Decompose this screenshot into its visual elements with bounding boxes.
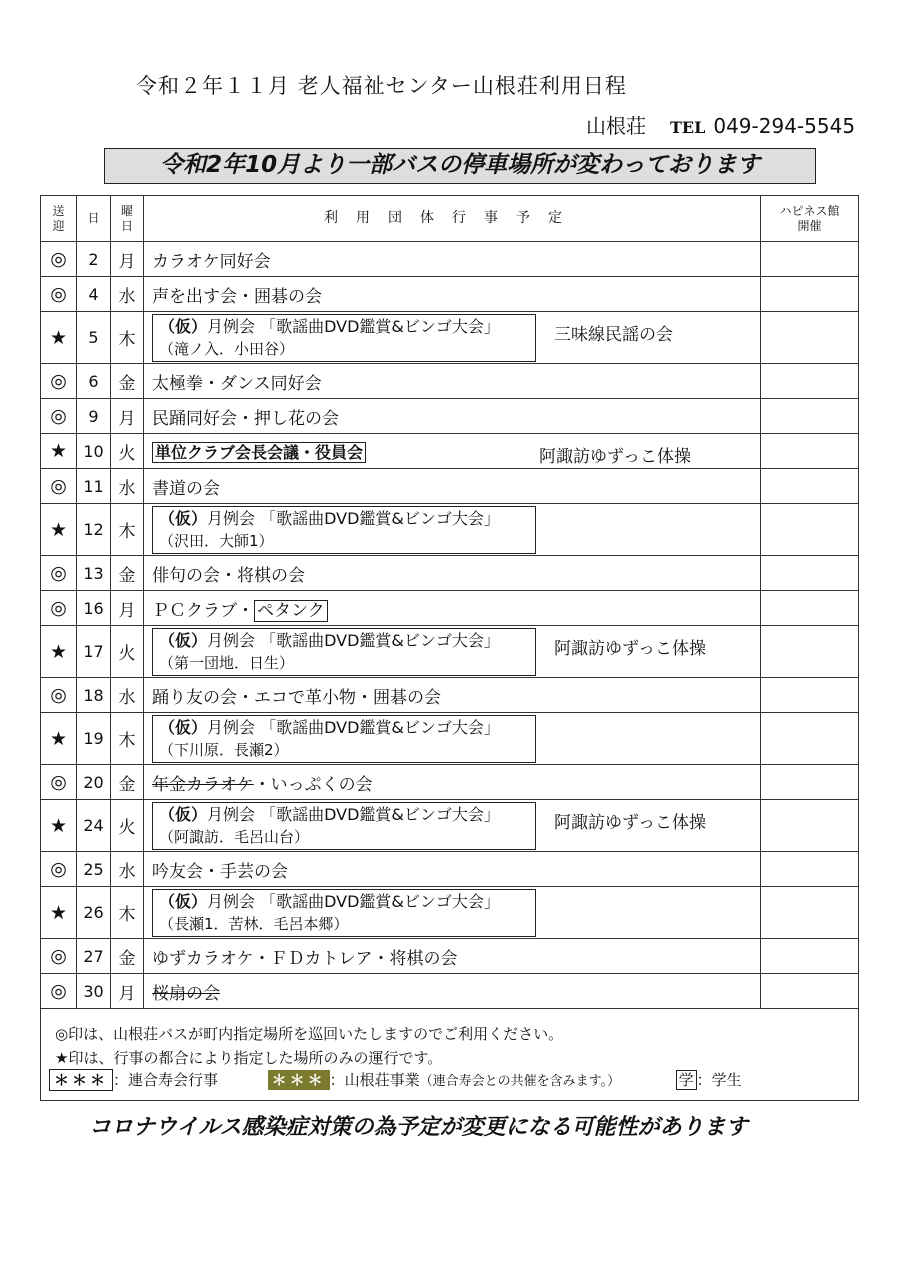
schedule-row bbox=[41, 852, 859, 887]
weekday: 火 bbox=[111, 800, 144, 852]
happiness-cell bbox=[761, 591, 859, 626]
side-event: 阿諏訪ゆずっこ体操 bbox=[554, 813, 706, 833]
day-number: 30 bbox=[77, 974, 111, 1009]
event-cell bbox=[144, 312, 761, 364]
pickup-mark: ★ bbox=[41, 887, 77, 939]
header-weekday: 曜日 bbox=[111, 196, 144, 242]
tentative-label: （仮） bbox=[159, 891, 208, 911]
header-pickup: 送迎 bbox=[41, 196, 77, 242]
happiness-cell bbox=[761, 399, 859, 434]
schedule-row bbox=[41, 504, 859, 556]
tentative-label: （仮） bbox=[159, 717, 208, 737]
weekday: 水 bbox=[111, 469, 144, 504]
page-title: 令和２年１１月 老人福祉センター山根荘利用日程 bbox=[136, 74, 627, 98]
event-cell bbox=[144, 713, 761, 765]
pickup-mark: ◎ bbox=[41, 242, 77, 277]
event-text: ・いっぷくの会 bbox=[253, 774, 373, 795]
legend-yamane-label: ：山根荘事業 bbox=[329, 1070, 420, 1089]
weekday: 金 bbox=[111, 939, 144, 974]
schedule-row bbox=[41, 939, 859, 974]
event-cell bbox=[144, 277, 761, 312]
weekday: 水 bbox=[111, 277, 144, 312]
pickup-mark: ★ bbox=[41, 434, 77, 469]
day-number: 13 bbox=[77, 556, 111, 591]
legend-student-label: ：学生 bbox=[696, 1070, 742, 1089]
happiness-cell bbox=[761, 504, 859, 556]
side-event: 三味線民謡の会 bbox=[554, 325, 674, 345]
event-cell bbox=[144, 939, 761, 974]
pickup-mark: ◎ bbox=[41, 852, 77, 887]
weekday: 火 bbox=[111, 434, 144, 469]
day-number: 4 bbox=[77, 277, 111, 312]
tel-number: 049-294-5545 bbox=[713, 114, 856, 138]
pickup-mark: ◎ bbox=[41, 556, 77, 591]
event-text: カラオケ同好会 bbox=[152, 251, 271, 272]
schedule-row bbox=[41, 800, 859, 852]
monthly-meeting-box bbox=[152, 314, 536, 362]
event-text: 俳句の会・将棋の会 bbox=[152, 565, 306, 586]
meeting-title: 月例会 「歌謡曲DVD鑑賞&ビンゴ大会」 bbox=[207, 717, 500, 737]
legend-circle-note: ◎印は、山根荘バスが町内指定場所を巡回いたしますのでご利用ください。 bbox=[55, 1024, 564, 1043]
tentative-label: （仮） bbox=[159, 630, 208, 650]
happiness-cell bbox=[761, 277, 859, 312]
weekday: 木 bbox=[111, 312, 144, 364]
happiness-cell bbox=[761, 939, 859, 974]
event-text: 声を出す会・囲碁の会 bbox=[152, 286, 323, 307]
day-number: 26 bbox=[77, 887, 111, 939]
event-cell bbox=[144, 469, 761, 504]
legend-union-label: ：連合寿会行事 bbox=[113, 1070, 219, 1089]
pickup-mark: ◎ bbox=[41, 399, 77, 434]
happiness-cell bbox=[761, 974, 859, 1009]
happiness-cell bbox=[761, 713, 859, 765]
schedule-row bbox=[41, 765, 859, 800]
weekday: 水 bbox=[111, 852, 144, 887]
weekday: 金 bbox=[111, 556, 144, 591]
event-cell bbox=[144, 765, 761, 800]
event-cell bbox=[144, 852, 761, 887]
pickup-mark: ◎ bbox=[41, 678, 77, 713]
meeting-title: 月例会 「歌謡曲DVD鑑賞&ビンゴ大会」 bbox=[207, 891, 500, 911]
pickup-mark: ◎ bbox=[41, 974, 77, 1009]
cancelled-event: 年金カラオケ bbox=[152, 774, 254, 795]
meeting-title: 月例会 「歌謡曲DVD鑑賞&ビンゴ大会」 bbox=[207, 804, 500, 824]
pickup-mark: ★ bbox=[41, 504, 77, 556]
legend-keys bbox=[49, 1066, 858, 1096]
notice-banner: 令和2年10月より一部バスの停車場所が変わっております bbox=[104, 148, 816, 184]
schedule-row bbox=[41, 974, 859, 1009]
cancelled-event: 桜扇の会 bbox=[152, 983, 221, 1004]
event-cell bbox=[144, 678, 761, 713]
event-cell bbox=[144, 626, 761, 678]
event-cell bbox=[144, 556, 761, 591]
event-text: 吟友会・手芸の会 bbox=[152, 861, 289, 882]
covid-notice: コロナウイルス感染症対策の為予定が変更になる可能性があります bbox=[89, 1115, 748, 1140]
schedule-row bbox=[41, 887, 859, 939]
union-event: 単位クラブ会長会議・役員会 bbox=[152, 442, 366, 463]
monthly-meeting-box bbox=[152, 628, 536, 676]
day-number: 11 bbox=[77, 469, 111, 504]
header-events: 利用団体行事予定 bbox=[144, 196, 761, 242]
event-text: 太極拳・ダンス同好会 bbox=[152, 373, 322, 394]
legend-yamane-box: ＊＊＊ bbox=[268, 1070, 330, 1090]
weekday: 月 bbox=[111, 242, 144, 277]
event-text: ゆずカラオケ・ＦＤカトレア・将棋の会 bbox=[152, 948, 458, 969]
happiness-cell bbox=[761, 852, 859, 887]
day-number: 20 bbox=[77, 765, 111, 800]
day-number: 17 bbox=[77, 626, 111, 678]
day-number: 27 bbox=[77, 939, 111, 974]
legend-star-note: ★印は、行事の都合により指定した場所のみの運行です。 bbox=[55, 1048, 443, 1067]
weekday: 火 bbox=[111, 626, 144, 678]
weekday: 金 bbox=[111, 364, 144, 399]
pickup-mark: ◎ bbox=[41, 765, 77, 800]
event-cell bbox=[144, 974, 761, 1009]
meeting-areas: （長瀬1．苦林．毛呂本郷） bbox=[159, 914, 349, 933]
pickup-mark: ★ bbox=[41, 713, 77, 765]
schedule-row bbox=[41, 626, 859, 678]
tentative-label: （仮） bbox=[159, 804, 208, 824]
event-cell bbox=[144, 399, 761, 434]
happiness-cell bbox=[761, 312, 859, 364]
legend-student-box: 学 bbox=[676, 1070, 697, 1090]
meeting-areas: （滝ノ入．小田谷） bbox=[159, 339, 295, 358]
event-cell bbox=[144, 800, 761, 852]
day-number: 12 bbox=[77, 504, 111, 556]
tel-label: TEL bbox=[670, 118, 706, 137]
day-number: 9 bbox=[77, 399, 111, 434]
pickup-mark: ★ bbox=[41, 626, 77, 678]
pickup-mark: ★ bbox=[41, 312, 77, 364]
pickup-mark: ★ bbox=[41, 800, 77, 852]
pickup-mark: ◎ bbox=[41, 469, 77, 504]
event-cell bbox=[144, 591, 761, 626]
schedule-row bbox=[41, 678, 859, 713]
event-text: 踊り友の会・エコで革小物・囲碁の会 bbox=[152, 687, 442, 708]
event-text: 民踊同好会・押し花の会 bbox=[152, 408, 340, 429]
pickup-mark: ◎ bbox=[41, 364, 77, 399]
happiness-cell bbox=[761, 556, 859, 591]
event-cell bbox=[144, 242, 761, 277]
schedule-table bbox=[40, 195, 859, 1101]
weekday: 月 bbox=[111, 399, 144, 434]
meeting-areas: （沢田．大師1） bbox=[159, 531, 274, 550]
day-number: 18 bbox=[77, 678, 111, 713]
happiness-cell bbox=[761, 887, 859, 939]
legend-union-box: ＊＊＊ bbox=[49, 1069, 113, 1091]
monthly-meeting-box bbox=[152, 506, 536, 554]
meeting-areas: （阿諏訪．毛呂山台） bbox=[159, 827, 310, 846]
tentative-label: （仮） bbox=[159, 316, 208, 336]
union-event: ペタンク bbox=[254, 600, 328, 622]
day-number: 25 bbox=[77, 852, 111, 887]
happiness-cell bbox=[761, 364, 859, 399]
weekday: 木 bbox=[111, 713, 144, 765]
day-number: 6 bbox=[77, 364, 111, 399]
monthly-meeting-box bbox=[152, 715, 536, 763]
day-number: 19 bbox=[77, 713, 111, 765]
header-happiness: ハピネス館開催 bbox=[761, 196, 859, 242]
meeting-areas: （第一団地．日生） bbox=[159, 653, 295, 672]
schedule-row bbox=[41, 364, 859, 399]
happiness-cell bbox=[761, 242, 859, 277]
pickup-mark: ◎ bbox=[41, 277, 77, 312]
monthly-meeting-box bbox=[152, 889, 536, 937]
weekday: 水 bbox=[111, 678, 144, 713]
header-day: 日 bbox=[77, 196, 111, 242]
happiness-cell bbox=[761, 678, 859, 713]
event-cell bbox=[144, 887, 761, 939]
facility-name: 山根荘 bbox=[586, 114, 646, 138]
weekday: 木 bbox=[111, 887, 144, 939]
day-number: 10 bbox=[77, 434, 111, 469]
schedule-row bbox=[41, 713, 859, 765]
meeting-title: 月例会 「歌謡曲DVD鑑賞&ビンゴ大会」 bbox=[207, 630, 500, 650]
day-number: 5 bbox=[77, 312, 111, 364]
happiness-cell bbox=[761, 434, 859, 469]
day-number: 16 bbox=[77, 591, 111, 626]
meeting-areas: （下川原．長瀬2） bbox=[159, 740, 289, 759]
event-cell bbox=[144, 434, 761, 469]
legend-yamane-note: （連合寿会との共催を含みます。） bbox=[419, 1073, 621, 1089]
weekday: 木 bbox=[111, 504, 144, 556]
monthly-meeting-box bbox=[152, 802, 536, 850]
weekday: 月 bbox=[111, 974, 144, 1009]
event-text: ＰＣクラブ・ bbox=[152, 600, 255, 621]
meeting-title: 月例会 「歌謡曲DVD鑑賞&ビンゴ大会」 bbox=[207, 316, 500, 336]
pickup-mark: ◎ bbox=[41, 591, 77, 626]
happiness-cell bbox=[761, 800, 859, 852]
weekday: 金 bbox=[111, 765, 144, 800]
day-number: 24 bbox=[77, 800, 111, 852]
schedule-row bbox=[41, 434, 859, 469]
side-event: 阿諏訪ゆずっこ体操 bbox=[539, 447, 691, 467]
tentative-label: （仮） bbox=[159, 508, 208, 528]
schedule-row bbox=[41, 399, 859, 434]
schedule-row bbox=[41, 591, 859, 626]
weekday: 月 bbox=[111, 591, 144, 626]
pickup-mark: ◎ bbox=[41, 939, 77, 974]
contact-line bbox=[586, 110, 855, 139]
day-number: 2 bbox=[77, 242, 111, 277]
happiness-cell bbox=[761, 626, 859, 678]
schedule-row bbox=[41, 277, 859, 312]
schedule-row bbox=[41, 312, 859, 364]
happiness-cell bbox=[761, 765, 859, 800]
schedule-row bbox=[41, 242, 859, 277]
schedule-row bbox=[41, 469, 859, 504]
event-cell bbox=[144, 504, 761, 556]
schedule-row bbox=[41, 556, 859, 591]
event-cell bbox=[144, 364, 761, 399]
side-event: 阿諏訪ゆずっこ体操 bbox=[554, 639, 706, 659]
event-text: 書道の会 bbox=[152, 478, 221, 499]
happiness-cell bbox=[761, 469, 859, 504]
meeting-title: 月例会 「歌謡曲DVD鑑賞&ビンゴ大会」 bbox=[207, 508, 500, 528]
legend bbox=[41, 1009, 859, 1101]
